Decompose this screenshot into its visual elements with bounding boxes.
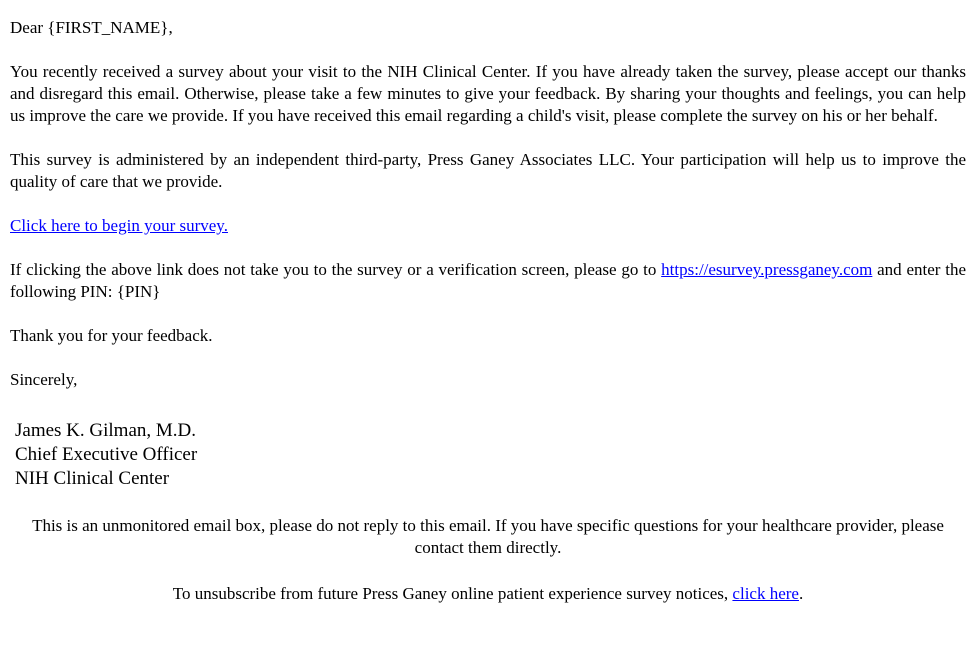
paragraph-admin (10, 149, 966, 193)
unsubscribe-text-after: . (798, 584, 804, 603)
paragraph-admin-text: This survey is administered by an independent third-party, Press Ganey Associates LLC. Your participation will help us to improve the quality of care that we provide. (10, 150, 966, 191)
unsubscribe-text-before: To unsubscribe from future Press Ganey online patient experience survey notices, (172, 584, 733, 603)
unmonitored-notice (10, 515, 966, 559)
fallback-text-before: If clicking the above link does not take you to the survey or a verification screen, please go to (10, 260, 662, 279)
paragraph-intro (10, 61, 966, 127)
closing-line (10, 369, 966, 391)
greeting-text: Dear {FIRST_NAME}, (10, 18, 173, 37)
signature-title: Chief Executive Officer (15, 444, 198, 465)
signature-organization: NIH Clinical Center (15, 468, 170, 489)
survey-link-paragraph (10, 215, 966, 237)
unmonitored-notice-text: This is an unmonitored email box, please do not reply to this email. If you have specific questions for your healthcare provider, please contact them directly. (32, 516, 944, 557)
fallback-paragraph (10, 259, 966, 303)
paragraph-intro-text: You recently received a survey about your visit to the NIH Clinical Center. If you have already taken the survey, please accept our thanks and disregard this email. Otherwise, please take a few minutes to give your feedback. By sharing your thoughts and feelings, you can help us improve the care we provide. If you have received this email regarding a child's visit, please complete the survey on his or her behalf. (10, 62, 966, 125)
unsubscribe-link[interactable]: click here (732, 584, 799, 603)
esurvey-url-link[interactable]: https://esurvey.pressganey.com (661, 260, 873, 279)
greeting (10, 17, 966, 39)
unsubscribe-line (10, 583, 966, 605)
thanks-text: Thank you for your feedback. (10, 326, 213, 345)
closing-text: Sincerely, (10, 370, 78, 389)
fallback-text-after: and enter the following PIN: {PIN} (10, 260, 966, 301)
signature-name: James K. Gilman, M.D. (15, 420, 197, 441)
begin-survey-link[interactable]: Click here to begin your survey. (10, 216, 228, 235)
thanks-line (10, 325, 966, 347)
signature-block (10, 419, 966, 491)
